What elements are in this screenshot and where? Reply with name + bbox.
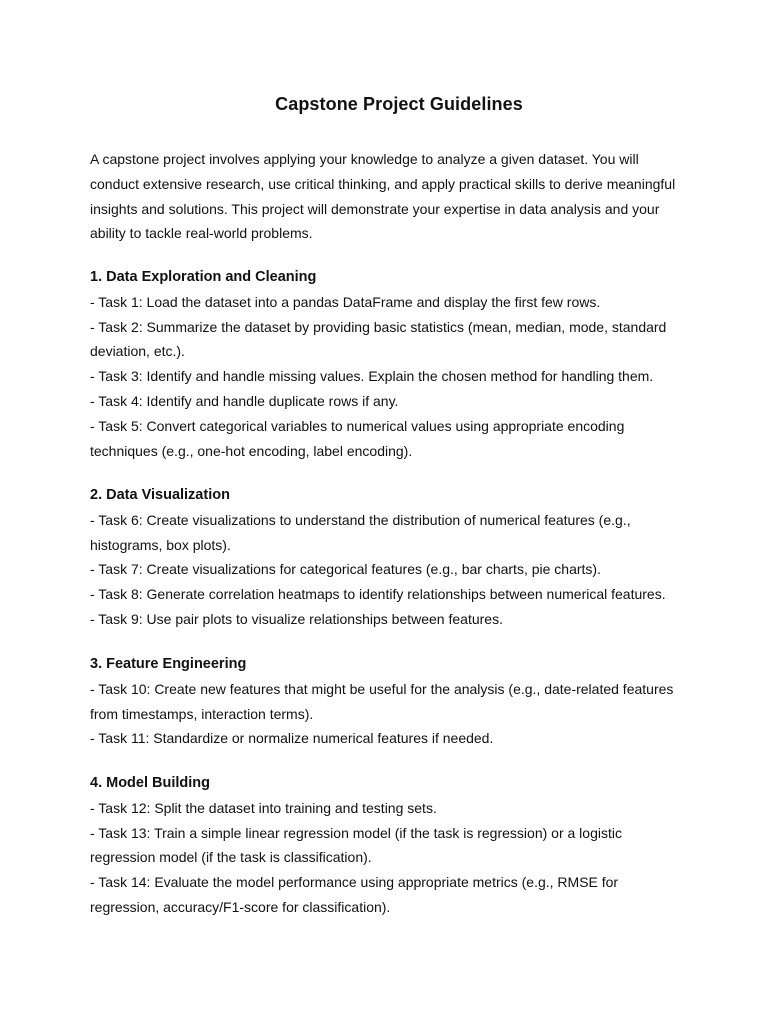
task-item: - Task 5: Convert categorical variables to numerical values using appropriate encoding techniques (e.g., one-hot encoding, label encoding). [90,417,625,459]
intro-paragraph: A capstone project involves applying your knowledge to analyze a given dataset. You will conduct extensive research, use critical thinking, and apply practical skills to derive meaningful insights and solutions. This project will demonstrate your expertise in data analysis and your ability to tackle real-world problems. [90,151,676,242]
document-title: Capstone Project Guidelines [275,94,523,114]
task-item: - Task 1: Load the dataset into a pandas DataFrame and display the first few rows. [90,293,601,310]
task-item: - Task 13: Train a simple linear regression model (if the task is regression) or a logistic regression model (if the task is classification). [90,824,622,866]
task-item: - Task 14: Evaluate the model performance using appropriate metrics (e.g., RMSE for regression, accuracy/F1-score for classification). [90,874,619,915]
section-heading: 1. Data Exploration and Cleaning [90,269,317,285]
section-feature-engineering [90,652,680,751]
task-item: - Task 9: Use pair plots to visualize relationships between features. [90,610,503,627]
section-model-building [90,771,680,920]
task-item: - Task 2: Summarize the dataset by providing basic statistics (mean, median, mode, standard deviation, etc.). [90,318,667,360]
task-item: - Task 8: Generate correlation heatmaps to identify relationships between numerical features. [90,586,666,603]
section-data-exploration [90,265,680,463]
task-item: - Task 10: Create new features that might be useful for the analysis (e.g., date-related features from timestamps, interaction terms). [90,680,674,722]
task-item: - Task 12: Split the dataset into training and testing sets. [90,799,437,816]
section-data-visualization [90,483,680,632]
section-heading: 3. Feature Engineering [90,656,247,672]
task-item: - Task 4: Identify and handle duplicate rows if any. [90,392,399,409]
section-heading: 4. Model Building [90,775,211,791]
task-item: - Task 11: Standardize or normalize numerical features if needed. [90,730,494,747]
task-item: - Task 3: Identify and handle missing values. Explain the chosen method for handling them. [90,368,654,385]
task-item: - Task 7: Create visualizations for categorical features (e.g., bar charts, pie charts). [90,561,601,578]
task-item: - Task 6: Create visualizations to understand the distribution of numerical features (e.g., histograms, box plots). [90,511,631,553]
section-heading: 2. Data Visualization [90,487,230,503]
